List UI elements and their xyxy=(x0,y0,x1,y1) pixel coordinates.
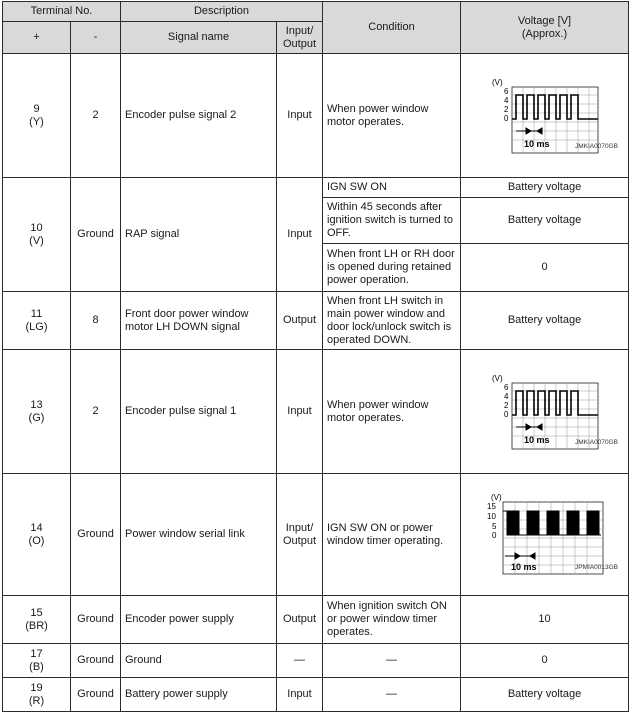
voltage-value: Battery voltage xyxy=(461,178,629,198)
waveform-tick: 2 xyxy=(503,400,508,410)
condition-text: Within 45 seconds after ignition switch is turned to OFF. xyxy=(323,198,461,244)
wire-color: (G) xyxy=(28,411,45,424)
io-value: Input xyxy=(277,54,323,178)
terminal-plus xyxy=(3,350,71,474)
terminal-no-header: Terminal No. xyxy=(3,2,121,22)
table-row xyxy=(3,474,629,596)
condition-header: Condition xyxy=(323,2,461,54)
figure-code: JMKIA0070GB xyxy=(575,438,618,446)
time-marker xyxy=(516,128,542,134)
terminal-number: 15 xyxy=(30,606,43,619)
voltage-value: 0 xyxy=(461,244,629,292)
terminal-number: 13 xyxy=(30,398,43,411)
terminal-number: 9 xyxy=(33,102,40,115)
terminal-plus xyxy=(3,474,71,596)
voltage-value: Battery voltage xyxy=(461,198,629,244)
signal-name-header: Signal name xyxy=(121,22,277,54)
waveform-unit: (V) xyxy=(490,492,502,502)
terminal-number: 14 xyxy=(30,521,43,534)
terminal-plus xyxy=(3,596,71,644)
io-value: Input xyxy=(277,350,323,474)
minus-header: - xyxy=(71,22,121,54)
waveform-trace xyxy=(512,95,598,119)
terminal-table xyxy=(2,1,629,712)
condition-text: When power window motor operates. xyxy=(323,54,461,178)
voltage-value: 0 xyxy=(461,644,629,678)
terminal-minus: Ground xyxy=(71,596,121,644)
wire-color: (O) xyxy=(28,534,45,547)
io-line2: Output xyxy=(282,534,317,547)
terminal-plus xyxy=(3,644,71,678)
voltage-header xyxy=(461,2,629,54)
io-header-line1: Input/ xyxy=(285,24,314,37)
terminal-minus: Ground xyxy=(71,178,121,292)
waveform-tick: 2 xyxy=(503,104,508,114)
condition-text: When front LH or RH door is opened during retained power operation. xyxy=(323,244,461,292)
waveform-unit: (V) xyxy=(491,373,503,383)
terminal-plus xyxy=(3,678,71,712)
wire-color: (BR) xyxy=(25,619,48,632)
waveform-tick: 6 xyxy=(503,382,508,392)
terminal-minus: 8 xyxy=(71,292,121,350)
table-row xyxy=(3,292,629,350)
table-row xyxy=(3,644,629,678)
terminal-number: 19 xyxy=(30,681,43,694)
signal-name: Front door power window motor LH DOWN signal xyxy=(121,292,277,350)
terminal-minus: 2 xyxy=(71,350,121,474)
plus-header: + xyxy=(3,22,71,54)
condition-text: — xyxy=(323,678,461,712)
signal-name: RAP signal xyxy=(121,178,277,292)
wire-color: (R) xyxy=(28,694,45,707)
terminal-plus xyxy=(3,54,71,178)
io-value: Output xyxy=(277,596,323,644)
wire-color: (V) xyxy=(29,234,44,247)
io-header xyxy=(277,22,323,54)
waveform-tick: 0 xyxy=(503,409,508,419)
condition-text: — xyxy=(323,644,461,678)
terminal-minus: Ground xyxy=(71,678,121,712)
io-value xyxy=(277,474,323,596)
voltage-waveform xyxy=(461,474,629,596)
condition-text: IGN SW ON xyxy=(323,178,461,198)
figure-code: JPMIA0013GB xyxy=(575,563,618,571)
wire-color: (Y) xyxy=(29,115,44,128)
voltage-value: Battery voltage xyxy=(461,678,629,712)
table-row xyxy=(3,54,629,178)
voltage-waveform xyxy=(461,54,629,178)
waveform-unit: (V) xyxy=(491,77,503,87)
condition-text: When front LH switch in main power window and door lock/unlock switch is operated DOWN. xyxy=(323,292,461,350)
wire-color: (B) xyxy=(29,660,44,673)
waveform-tick: 6 xyxy=(503,86,508,96)
table-row xyxy=(3,178,629,198)
waveform-cell xyxy=(465,492,624,578)
waveform-tick: 0 xyxy=(491,530,496,540)
table-row xyxy=(3,596,629,644)
waveform-tick: 10 xyxy=(486,511,496,521)
io-value: Output xyxy=(277,292,323,350)
waveform-tick: 4 xyxy=(503,391,508,401)
time-scale: 10 ms xyxy=(523,434,550,445)
waveform-trace xyxy=(503,511,601,535)
terminal-minus: Ground xyxy=(71,644,121,678)
terminal-number: 17 xyxy=(30,647,43,660)
voltage-header-line1: Voltage [V] xyxy=(517,14,572,27)
waveform-tick: 5 xyxy=(491,521,496,531)
description-header: Description xyxy=(121,2,323,22)
waveform-tick: 0 xyxy=(503,113,508,123)
voltage-waveform xyxy=(461,350,629,474)
table-row xyxy=(3,678,629,712)
wire-color: (LG) xyxy=(25,320,48,333)
terminal-plus xyxy=(3,178,71,292)
condition-text: IGN SW ON or power window timer operating. xyxy=(323,474,461,596)
time-scale: 10 ms xyxy=(523,138,550,149)
signal-name: Ground xyxy=(121,644,277,678)
time-marker xyxy=(505,553,535,559)
waveform-trace xyxy=(512,391,598,415)
condition-text: When power window motor operates. xyxy=(323,350,461,474)
waveform-cell xyxy=(465,371,624,453)
io-line1: Input/ xyxy=(285,521,314,534)
signal-name: Battery power supply xyxy=(121,678,277,712)
terminal-number: 10 xyxy=(30,221,43,234)
io-header-line2: Output xyxy=(282,37,317,50)
io-value: Input xyxy=(277,178,323,292)
waveform-tick: 4 xyxy=(503,95,508,105)
signal-name: Power window serial link xyxy=(121,474,277,596)
terminal-minus: Ground xyxy=(71,474,121,596)
terminal-minus: 2 xyxy=(71,54,121,178)
voltage-header-line2: (Approx.) xyxy=(521,27,568,40)
waveform-tick: 15 xyxy=(486,501,496,511)
voltage-value: Battery voltage xyxy=(461,292,629,350)
time-scale: 10 ms xyxy=(510,561,537,572)
figure-code: JMKIA0070GB xyxy=(575,142,618,150)
signal-name: Encoder power supply xyxy=(121,596,277,644)
io-value: — xyxy=(277,644,323,678)
condition-text: When ignition switch ON or power window timer operates. xyxy=(323,596,461,644)
io-value: Input xyxy=(277,678,323,712)
terminal-number: 11 xyxy=(30,307,43,320)
signal-name: Encoder pulse signal 2 xyxy=(121,54,277,178)
table-row xyxy=(3,350,629,474)
signal-name: Encoder pulse signal 1 xyxy=(121,350,277,474)
terminal-plus xyxy=(3,292,71,350)
waveform-cell xyxy=(465,75,624,157)
voltage-value: 10 xyxy=(461,596,629,644)
time-marker xyxy=(516,424,542,430)
